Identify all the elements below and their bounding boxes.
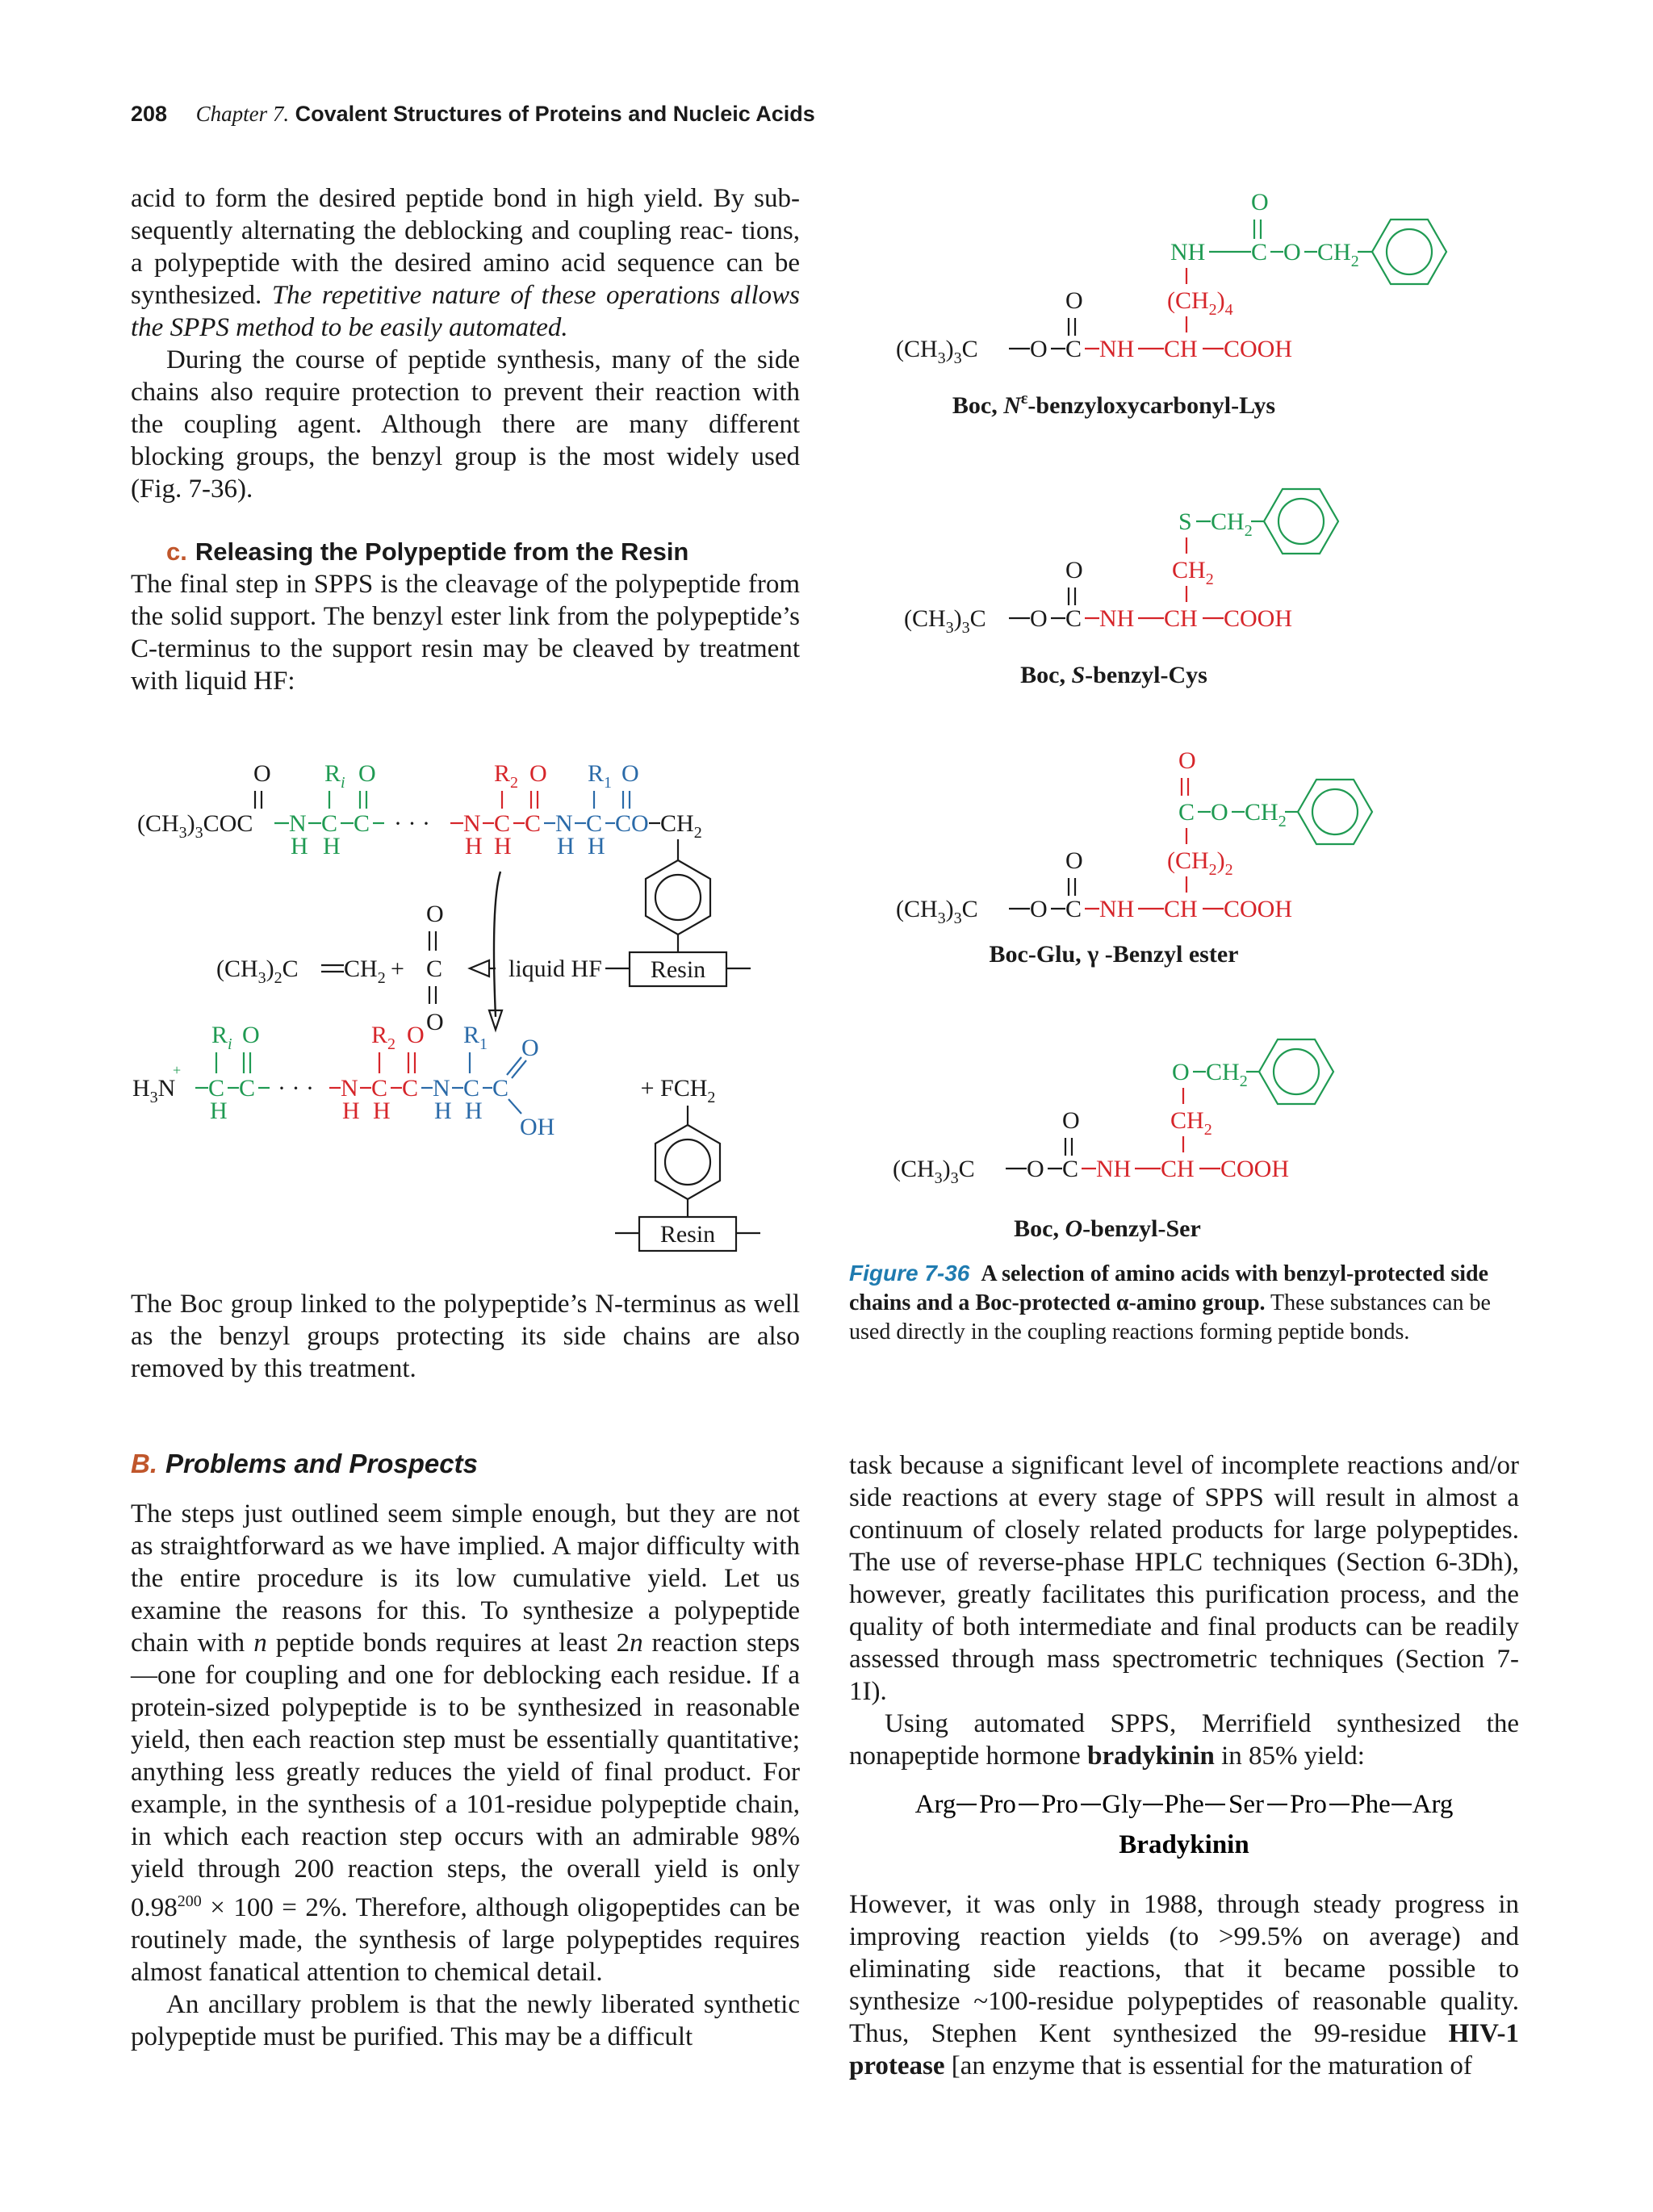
svg-text:O: O bbox=[407, 1022, 425, 1048]
svg-text:NH: NH bbox=[1170, 239, 1206, 266]
svg-text:H: H bbox=[494, 833, 512, 859]
right-column-bottom bbox=[849, 1888, 1519, 2082]
svg-text:CO: CO bbox=[615, 810, 649, 837]
svg-text:COOH: COOH bbox=[1224, 605, 1293, 632]
svg-text:CH: CH bbox=[1164, 896, 1198, 922]
caption-text: These substances can be used directly in the coupling reactions forming peptide bonds. bbox=[849, 1290, 1491, 1344]
boc-group-label: $(CH_3)_3COC$ bbox=[137, 810, 253, 842]
sequence-row bbox=[915, 1790, 1454, 1819]
compound-name: Boc, S-benzyl-Cys bbox=[1020, 662, 1207, 688]
chapter-title: Covalent Structures of Proteins and Nucleic Acids bbox=[295, 102, 815, 126]
svg-text:C: C bbox=[1178, 799, 1195, 826]
page-number: 208 bbox=[131, 102, 168, 126]
released-peptide bbox=[132, 1022, 760, 1251]
right-column-body bbox=[849, 1449, 1519, 1772]
svg-text:H: H bbox=[291, 833, 308, 859]
svg-text:CH2: $CH_2$ bbox=[1170, 1107, 1212, 1139]
svg-text:N: N bbox=[463, 810, 481, 837]
svg-text:C: C bbox=[1065, 605, 1082, 632]
p1-line: tions, a polypeptide with the desired amino acid sequence bbox=[131, 216, 801, 278]
subsection-heading-c bbox=[166, 537, 688, 567]
resin-label: Resin bbox=[659, 1221, 716, 1248]
svg-text:C: C bbox=[321, 810, 338, 837]
svg-text:C: C bbox=[1065, 896, 1082, 922]
svg-text:CH: CH bbox=[1161, 1156, 1195, 1182]
p1-line: sequently alternating the deblocking and coupling reac- bbox=[131, 216, 734, 245]
svg-text:CH: CH bbox=[1164, 336, 1198, 362]
svg-text:CH2: $CH_2$ bbox=[1172, 557, 1214, 588]
svg-text:C: C bbox=[239, 1075, 256, 1102]
svg-text:· · ·: · · · bbox=[394, 810, 430, 837]
sequence-residue: Arg bbox=[914, 1790, 956, 1819]
svg-text:O: O bbox=[529, 760, 547, 787]
svg-text:N: N bbox=[555, 810, 573, 837]
svg-text:COOH: COOH bbox=[1220, 1156, 1290, 1182]
sequence-residue: Ser bbox=[1228, 1790, 1264, 1819]
compound-ser bbox=[893, 1039, 1333, 1242]
compound-glu bbox=[896, 747, 1372, 968]
svg-text:C: C bbox=[492, 1075, 509, 1102]
sequence-residue: Phe bbox=[1164, 1790, 1204, 1819]
paragraph-hiv-protease: However, it was only in 1988, through steady progress in improving reaction yields (to >99.5% on average) and eliminating side reactions, that it became possible to synthesize ~100-residue polypeptides of reasonable quality. Thus, Stephen Kent synthesized the 99-residue HIV-1 protease [an enzyme that is essential for the maturation of bbox=[849, 1890, 1519, 2080]
svg-text:NH: NH bbox=[1099, 336, 1135, 362]
compound-name: Boc, O-benzyl-Ser bbox=[1014, 1215, 1201, 1242]
svg-text:CH: CH bbox=[1164, 605, 1198, 632]
svg-text:O: O bbox=[426, 901, 444, 927]
svg-text:· · ·: · · · bbox=[278, 1075, 314, 1102]
paragraph-side-chains: During the course of peptide synthesis, many of the side chains also require protection to prevent their reaction with the coupling agent. Although there are many different blocking groups, the benzyl group is the most widely used (Fig. 7-36). bbox=[131, 345, 800, 504]
sequence-residue: Phe bbox=[1350, 1790, 1391, 1819]
svg-text:H: H bbox=[588, 833, 605, 859]
hydroxyl-label: OH bbox=[520, 1114, 555, 1140]
svg-text:C: C bbox=[354, 810, 370, 837]
caption-bold: A selection of amino acids with benzyl-protected side chains and a Boc-protected α-amino group. bbox=[849, 1261, 1489, 1315]
svg-text:H: H bbox=[465, 1098, 483, 1124]
svg-text:Ri: $R_i$ bbox=[324, 760, 345, 792]
svg-text:COOH: COOH bbox=[1224, 896, 1293, 922]
section-letter: B. bbox=[131, 1449, 157, 1478]
svg-text:C: C bbox=[1251, 239, 1268, 266]
sequence-residue: Pro bbox=[1041, 1790, 1078, 1819]
paragraph-final-step: The final step in SPPS is the cleavage of the polypeptide from the solid support. The benzyl ester link from the polypeptide’s C-terminus to the support resin may be cleaved by treatment with liquid HF: bbox=[131, 570, 800, 696]
paragraph-purification: An ancillary problem is that the newly liberated synthetic polypeptide must be purified. This may be a difficult bbox=[131, 1990, 800, 2051]
svg-text:NH: NH bbox=[1096, 1156, 1132, 1182]
left-column-top bbox=[131, 182, 800, 505]
svg-text:S: S bbox=[1178, 508, 1192, 535]
svg-text:(CH2)2: $(CH_2)_2$ bbox=[1167, 847, 1233, 879]
subsection-letter: c. bbox=[166, 537, 187, 566]
svg-text:CH2: $CH_2$ bbox=[660, 810, 702, 842]
svg-text:C: C bbox=[1062, 1156, 1079, 1182]
subsection-title: Releasing the Polypeptide from the Resin bbox=[195, 537, 689, 566]
left-column-release bbox=[131, 568, 800, 697]
svg-text:C: C bbox=[463, 1075, 480, 1102]
svg-text:O: O bbox=[1251, 189, 1269, 215]
svg-text:H: H bbox=[342, 1098, 360, 1124]
svg-text:O: O bbox=[426, 1009, 444, 1035]
compound-name: Boc, $N^\varepsilon-benzyloxycarbonyl$-Lys bbox=[952, 390, 1276, 419]
svg-text:CH2: $CH_2$ bbox=[1317, 239, 1359, 270]
section-title: Problems and Prospects bbox=[165, 1449, 478, 1478]
paragraph-cumulative-yield: The steps just outlined seem simple enough, but they are not as straightforward as we have implied. A major difficulty with the entire procedure is its low cumulative yield. Let us examine the reasons for this. To synthesize a polypeptide chain with n peptide bonds requires at least 2n reaction steps—one for coupling and one for deblocking each residue. If a protein-sized polypeptide is to be synthesized in reasonable yield, then each reaction step must be essentially quantitative; anything less greatly reduces the yield of final product. For example, in the synthesis of a 101-residue polypeptide chain, in which each reaction step occurs with an admirable 98% yield through 200 reaction steps, the overall yield is only $0.98^{200} \times 100 = 2\%$. Therefore, although oligopeptides can be routinely made, the synthesis of large polypeptides requires almost fanatical attention to chemical detail. bbox=[131, 1499, 800, 1987]
sequence-residue: Gly bbox=[1102, 1790, 1142, 1819]
svg-text:C: C bbox=[402, 1075, 419, 1102]
p1-line: can be synthesized. bbox=[131, 249, 800, 310]
svg-text:O: O bbox=[358, 760, 376, 787]
svg-text:R1: $R_1$ bbox=[463, 1022, 488, 1053]
section-heading-b bbox=[131, 1449, 478, 1479]
svg-text:CH2: $CH_2$ bbox=[344, 955, 386, 987]
hf-cleavage-scheme bbox=[121, 710, 815, 1259]
reaction-arrow bbox=[494, 872, 500, 1017]
svg-text:R1: $R_1$ bbox=[588, 760, 613, 792]
svg-text:(CH2)4: $(CH_2)_4$ bbox=[1167, 287, 1233, 319]
paragraph-continuation bbox=[131, 182, 800, 344]
sequence-residue: Pro bbox=[1290, 1790, 1327, 1819]
reaction-conditions bbox=[216, 872, 602, 1035]
carbon-dioxide-label: C bbox=[426, 955, 443, 982]
paragraph-hplc: task because a significant level of incomplete reactions and/or side reactions at every stage of SPPS will result in almost a continuum of closely related products for large polypeptides. The use of reverse-phase HPLC techniques (Section 6-3Dh), however, greatly facilitates this purification process, and the quality of both intermediate and final products can be readily assessed through mass spectrometric techniques (Section 7-1I). bbox=[849, 1451, 1519, 1706]
svg-text:CH2: $CH_2$ bbox=[1211, 508, 1253, 540]
sequence-residue: Arg bbox=[1412, 1790, 1454, 1819]
svg-text:+: + bbox=[173, 1062, 182, 1078]
compound-lys bbox=[896, 189, 1446, 419]
figure-caption bbox=[849, 1259, 1519, 1347]
svg-text:C: C bbox=[371, 1075, 388, 1102]
resin-label: Resin bbox=[650, 956, 706, 983]
svg-text:O: O bbox=[1178, 747, 1196, 774]
svg-text:+: + bbox=[391, 955, 404, 982]
svg-text:C: C bbox=[1065, 336, 1082, 362]
svg-text:(CH3)3C: $(CH_3)_3C$ bbox=[904, 605, 986, 637]
svg-text:O: O bbox=[521, 1035, 539, 1061]
figure-7-36-structures bbox=[872, 182, 1542, 1248]
boc-carbonyl-o: O bbox=[253, 760, 271, 787]
chapter-number: Chapter 7. bbox=[195, 102, 290, 126]
svg-text:O: O bbox=[1027, 1156, 1044, 1182]
svg-text:O: O bbox=[1065, 557, 1083, 583]
running-header bbox=[131, 102, 815, 127]
svg-text:H: H bbox=[434, 1098, 452, 1124]
compound-name: Boc-Glu, γ -Benzyl ester bbox=[989, 941, 1239, 968]
paragraph-bradykinin: Using automated SPPS, Merrifield synthesized the nonapeptide hormone bradykinin in 85% yield: bbox=[849, 1709, 1519, 1771]
svg-text:COOH: COOH bbox=[1224, 336, 1293, 362]
svg-text:O: O bbox=[242, 1022, 260, 1048]
svg-text:C: C bbox=[525, 810, 542, 837]
ammonium-terminus: $H_3N$ bbox=[132, 1075, 176, 1106]
svg-text:C: C bbox=[586, 810, 603, 837]
svg-text:CH2: $CH_2$ bbox=[1245, 799, 1287, 830]
p1-line: acid to form the desired peptide bond in high yield. By sub- bbox=[131, 184, 800, 213]
benzyl-fluoride-label: + $FCH_2$ bbox=[640, 1075, 716, 1106]
svg-text:O: O bbox=[1030, 896, 1048, 922]
svg-text:R2: $R_2$ bbox=[371, 1022, 396, 1053]
svg-text:O: O bbox=[1211, 799, 1228, 826]
left-column-boc-removal bbox=[131, 1288, 800, 1385]
svg-text:(CH3)3C: $(CH_3)_3C$ bbox=[893, 1156, 975, 1187]
liquid-hf-label: liquid HF bbox=[508, 955, 602, 982]
svg-text:H: H bbox=[373, 1098, 391, 1124]
sequence-residue: Pro bbox=[979, 1790, 1016, 1819]
svg-text:(CH3)3C: $(CH_3)_3C$ bbox=[896, 336, 978, 367]
svg-text:O: O bbox=[1030, 336, 1048, 362]
protected-peptide-resin bbox=[137, 760, 751, 986]
svg-text:NH: NH bbox=[1099, 896, 1135, 922]
svg-text:(CH3)3C: $(CH_3)_3C$ bbox=[896, 896, 978, 927]
paragraph-boc-removal: The Boc group linked to the polypeptide’s N-terminus as well as the benzyl groups protecting its side chains are also removed by this treatment. bbox=[131, 1290, 800, 1383]
svg-text:O: O bbox=[1030, 605, 1048, 632]
svg-text:C: C bbox=[208, 1075, 225, 1102]
figure-label: Figure 7-36 bbox=[849, 1261, 970, 1286]
svg-text:N: N bbox=[341, 1075, 358, 1102]
svg-text:CH2: $CH_2$ bbox=[1206, 1059, 1248, 1090]
p1-italic: The repetitive nature of these operations allows the SPPS method to be easily automated. bbox=[131, 281, 800, 342]
isobutylene-label: $(CH_3)_2C$ bbox=[216, 955, 299, 987]
svg-text:N: N bbox=[289, 810, 307, 837]
svg-text:N: N bbox=[433, 1075, 450, 1102]
svg-text:O: O bbox=[621, 760, 639, 787]
svg-text:O: O bbox=[1283, 239, 1301, 266]
svg-text:H: H bbox=[465, 833, 483, 859]
svg-text:H: H bbox=[210, 1098, 228, 1124]
svg-text:O: O bbox=[1172, 1059, 1190, 1085]
svg-text:O: O bbox=[1062, 1107, 1080, 1134]
svg-text:NH: NH bbox=[1099, 605, 1135, 632]
svg-text:O: O bbox=[1065, 287, 1083, 314]
svg-text:H: H bbox=[323, 833, 341, 859]
svg-text:Ri: $R_i$ bbox=[211, 1022, 232, 1053]
svg-text:C: C bbox=[494, 810, 511, 837]
svg-text:H: H bbox=[557, 833, 575, 859]
left-column-problems bbox=[131, 1498, 800, 2053]
sequence-label: Bradykinin bbox=[1119, 1830, 1249, 1859]
compound-cys bbox=[904, 489, 1338, 688]
bradykinin-sequence bbox=[849, 1780, 1519, 1869]
svg-text:O: O bbox=[1065, 847, 1083, 874]
svg-text:R2: $R_2$ bbox=[494, 760, 519, 792]
